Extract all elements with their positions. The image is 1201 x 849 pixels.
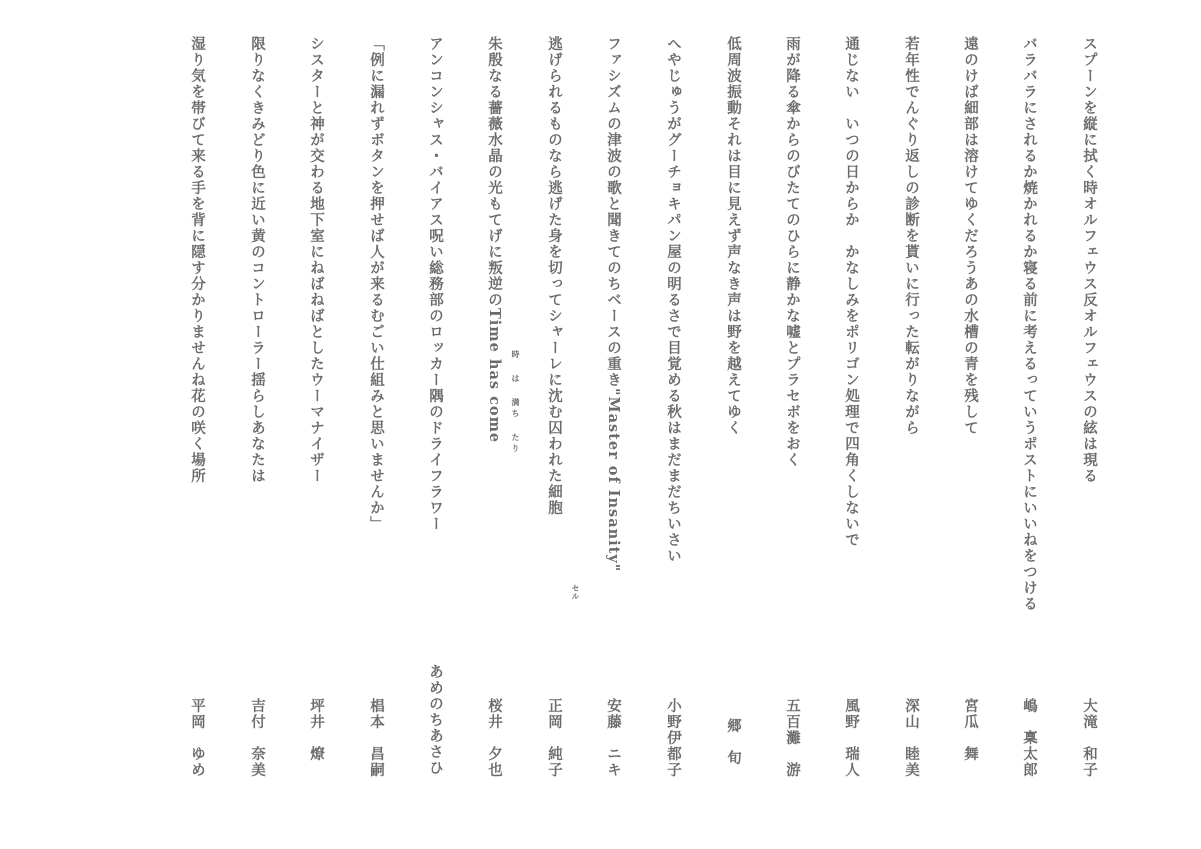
author-name: 吉付 奈美 bbox=[249, 698, 266, 778]
poem-column bbox=[361, 36, 391, 816]
author-name: 小野伊都子 bbox=[665, 698, 682, 778]
author-name: 正岡 純子 bbox=[546, 698, 563, 778]
poem-column bbox=[955, 36, 985, 816]
author-name: 五百灘 游 bbox=[784, 698, 801, 778]
tanka-line: シスターと神が交わる地下室にねばねばとしたウーマナイザー bbox=[308, 36, 325, 484]
author-name: 宮瓜 舞 bbox=[962, 698, 979, 762]
poem-column bbox=[777, 36, 807, 816]
tanka-line: 通じない いつの日からか かなしみをポリゴン処理で四角くしないで bbox=[843, 36, 860, 548]
tanka-line: スプーンを縦に拭く時オルフェウス反オルフェウスの絃は現る bbox=[1081, 36, 1098, 484]
tanka-line-latin: "Master of Insanity" bbox=[605, 388, 622, 573]
author-name: 桜井 夕也 bbox=[486, 698, 503, 778]
tanka-line bbox=[598, 36, 628, 572]
author-name: 安藤 ニキ bbox=[605, 698, 622, 778]
tanka-line: 遠のけば細部は溶けてゆくだろうあの水槽の青を残して bbox=[962, 36, 979, 436]
tanka-line: 低周波振動それは目に見えず声なき声は野を越えてゆく bbox=[725, 36, 742, 436]
tanka-line: 湿り気を帯びて来る手を背に隠す分かりませんね花の咲く場所 bbox=[189, 36, 206, 484]
tanka-line: へやじゅうがグーチョキパン屋の明るさで目覚める秋はまだまだちいさい bbox=[665, 36, 682, 564]
ruby-annotation: セル bbox=[571, 584, 581, 600]
poem-column bbox=[598, 36, 628, 816]
tanka-line-latin: Time has come bbox=[486, 308, 503, 444]
tanka-line-kana: 朱殷なる薔薇水晶の光もてげに叛逆の bbox=[486, 36, 503, 308]
poem-column bbox=[896, 36, 926, 816]
tanka-line: 雨が降る傘からのびたてのひらに静かな嘘とプラセボをおく bbox=[784, 36, 801, 468]
poem-column bbox=[242, 36, 272, 816]
poem-column bbox=[301, 36, 331, 816]
author-name: 郷 旬 bbox=[725, 718, 742, 766]
tanka-line-kana: ファシズムの津波の歌と聞きてのちベースの重き bbox=[605, 36, 622, 388]
author-name: 平岡 ゆめ bbox=[189, 698, 206, 778]
poem-column bbox=[1014, 36, 1044, 816]
author-name: 嶋 稟太郎 bbox=[1021, 698, 1038, 778]
tanka-line: バラバラにされるか焼かれるか寝る前に考えるっていうポストにいいねをつける bbox=[1021, 36, 1038, 612]
poem-column bbox=[539, 36, 581, 816]
poem-column bbox=[836, 36, 866, 816]
ruby-annotation: 時 は 満ち たり bbox=[511, 350, 521, 455]
author-name: 椙本 昌嗣 bbox=[368, 698, 385, 778]
author-name: 風野 瑞人 bbox=[843, 698, 860, 778]
poem-column bbox=[658, 36, 688, 816]
author-name: 大滝 和子 bbox=[1081, 698, 1098, 778]
author-name: あめのちあさひ bbox=[427, 664, 444, 776]
poem-column bbox=[479, 36, 521, 816]
poem-column bbox=[1074, 36, 1104, 816]
poem-column bbox=[182, 36, 212, 816]
tanka-line: 限りなくきみどり色に近い黄のコントローラー揺らしあなたは bbox=[249, 36, 266, 484]
author-name: 坪井 燎 bbox=[308, 698, 325, 762]
author-name: 深山 睦美 bbox=[903, 698, 920, 778]
tanka-line: アンコンシャス・バイアス呪い総務部のロッカー隅のドライフラワー bbox=[427, 36, 444, 532]
tanka-line: 逃げられるものなら逃げた身を切ってシャーレに沈む囚われた細胞 bbox=[546, 36, 563, 516]
tanka-line: 若年性でんぐり返しの診断を貰いに行った転がりながら bbox=[903, 36, 920, 436]
poem-column bbox=[420, 36, 450, 816]
tanka-line: 「例に漏れずボタンを押せば人が来るむごい仕組みと思いませんか」 bbox=[368, 36, 385, 532]
poem-column bbox=[718, 36, 748, 816]
